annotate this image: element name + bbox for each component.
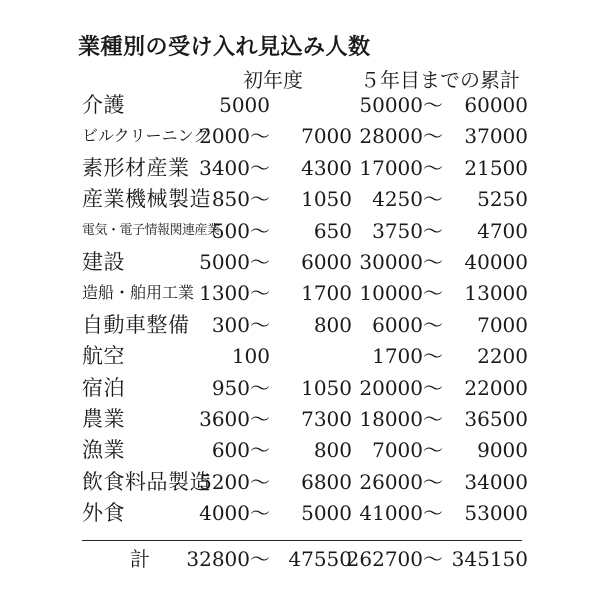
first-year-min: 500〜 bbox=[211, 218, 270, 243]
first-year-min: 600〜 bbox=[211, 438, 270, 463]
column-header-first-year: 初年度 bbox=[243, 68, 303, 92]
industry-name: 飲食料品製造 bbox=[82, 469, 211, 494]
cumulative-min: 4250〜 bbox=[372, 187, 443, 212]
first-year-max: 7300 bbox=[301, 407, 352, 431]
first-year-min: 850〜 bbox=[211, 187, 270, 212]
first-year-min: 5000 bbox=[219, 93, 270, 117]
first-year-max: 1050 bbox=[301, 375, 352, 400]
cumulative-max: 36500 bbox=[464, 407, 528, 431]
total-first-min: 32800〜 bbox=[186, 547, 270, 571]
first-year-max: 6800 bbox=[301, 469, 352, 494]
first-year-max: 5000 bbox=[301, 501, 352, 526]
cumulative-max: 53000 bbox=[464, 501, 528, 526]
first-year-min: 3600〜 bbox=[199, 407, 270, 431]
cumulative-max: 9000 bbox=[477, 438, 528, 463]
table-row bbox=[0, 496, 600, 530]
cumulative-max: 21500 bbox=[464, 155, 528, 180]
cumulative-min: 18000〜 bbox=[359, 407, 443, 431]
cumulative-max: 60000 bbox=[464, 93, 528, 117]
industry-name: 産業機械製造 bbox=[82, 187, 211, 212]
industry-name: 宿泊 bbox=[82, 375, 125, 400]
cumulative-min: 1700〜 bbox=[372, 344, 443, 369]
industry-name: 農業 bbox=[82, 407, 125, 431]
table-row bbox=[0, 465, 600, 499]
cumulative-min: 26000〜 bbox=[359, 469, 443, 494]
first-year-max: 4300 bbox=[301, 155, 352, 180]
first-year-max: 6000 bbox=[301, 250, 352, 274]
first-year-max: 650 bbox=[313, 218, 352, 243]
industry-name: 航空 bbox=[82, 344, 125, 369]
table-row bbox=[0, 119, 600, 153]
cumulative-max: 7000 bbox=[477, 312, 528, 337]
first-year-min: 2000〜 bbox=[199, 124, 270, 149]
table-row bbox=[0, 245, 600, 279]
cumulative-min: 41000〜 bbox=[359, 501, 443, 526]
cumulative-min: 17000〜 bbox=[359, 155, 443, 180]
table-row bbox=[0, 308, 600, 342]
industry-name: 介護 bbox=[82, 93, 125, 117]
total-divider bbox=[82, 540, 522, 541]
table-row bbox=[0, 339, 600, 373]
first-year-max: 800 bbox=[313, 312, 352, 337]
first-year-min: 4000〜 bbox=[199, 501, 270, 526]
cumulative-min: 6000〜 bbox=[372, 312, 443, 337]
industry-name: 電気・電子情報関連産業 bbox=[82, 222, 220, 238]
first-year-min: 5000〜 bbox=[199, 250, 270, 274]
cumulative-max: 22000 bbox=[464, 375, 528, 400]
total-first-max: 47550 bbox=[288, 547, 352, 571]
industry-name: ビルクリーニング bbox=[82, 126, 210, 146]
cumulative-max: 34000 bbox=[464, 469, 528, 494]
cumulative-min: 20000〜 bbox=[359, 375, 443, 400]
first-year-max: 800 bbox=[313, 438, 352, 463]
table-row bbox=[0, 402, 600, 436]
first-year-min: 100 bbox=[231, 344, 270, 369]
table-row bbox=[0, 88, 600, 122]
cumulative-min: 28000〜 bbox=[359, 124, 443, 149]
industry-name: 造船・舶用工業 bbox=[82, 283, 195, 303]
cumulative-max: 4700 bbox=[477, 218, 528, 243]
table-row bbox=[0, 371, 600, 405]
cumulative-min: 50000〜 bbox=[359, 93, 443, 117]
table-row bbox=[0, 214, 600, 248]
table-row bbox=[0, 151, 600, 185]
cumulative-max: 5250 bbox=[477, 187, 528, 212]
total-cum-min: 262700〜 bbox=[346, 547, 443, 571]
column-header-cumulative: ５年目までの累計 bbox=[360, 68, 520, 92]
industry-name: 素形材産業 bbox=[82, 155, 190, 180]
table-row bbox=[0, 433, 600, 467]
cumulative-min: 10000〜 bbox=[359, 281, 443, 306]
first-year-min: 1300〜 bbox=[199, 281, 270, 306]
industry-name: 漁業 bbox=[82, 438, 125, 463]
first-year-min: 5200〜 bbox=[199, 469, 270, 494]
cumulative-max: 40000 bbox=[464, 250, 528, 274]
total-label: 計 bbox=[130, 547, 150, 571]
cumulative-min: 30000〜 bbox=[359, 250, 443, 274]
first-year-max: 1050 bbox=[301, 187, 352, 212]
cumulative-max: 2200 bbox=[477, 344, 528, 369]
first-year-max: 7000 bbox=[301, 124, 352, 149]
total-cum-max: 345150 bbox=[451, 547, 528, 571]
cumulative-min: 3750〜 bbox=[372, 218, 443, 243]
table-row bbox=[0, 182, 600, 216]
cumulative-max: 37000 bbox=[464, 124, 528, 149]
table-row bbox=[0, 276, 600, 310]
first-year-min: 950〜 bbox=[211, 375, 270, 400]
first-year-max: 1700 bbox=[301, 281, 352, 306]
cumulative-min: 7000〜 bbox=[372, 438, 443, 463]
industry-name: 自動車整備 bbox=[82, 312, 190, 337]
first-year-min: 300〜 bbox=[211, 312, 270, 337]
industry-name: 外食 bbox=[82, 501, 125, 526]
total-row bbox=[0, 542, 600, 576]
first-year-min: 3400〜 bbox=[199, 155, 270, 180]
table-title: 業種別の受け入れ見込み人数 bbox=[78, 35, 371, 60]
cumulative-max: 13000 bbox=[464, 281, 528, 306]
industry-name: 建設 bbox=[82, 250, 125, 274]
